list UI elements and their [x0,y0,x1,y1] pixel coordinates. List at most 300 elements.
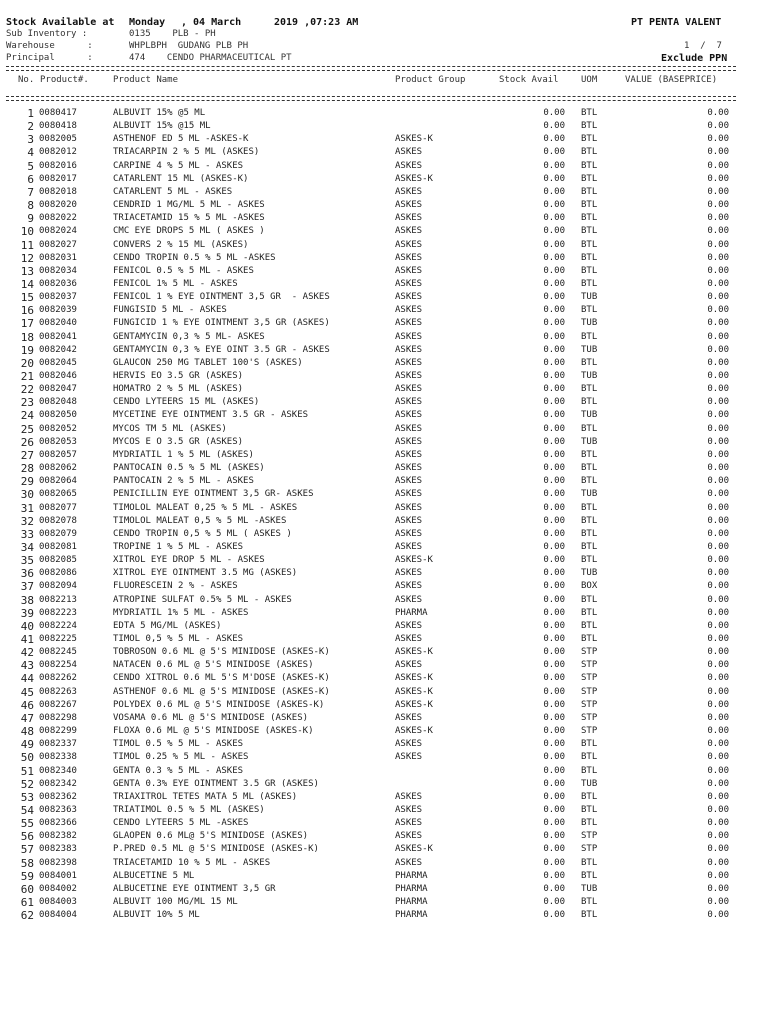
product-number: 0082018 [39,186,77,197]
row-number: 8 [27,199,34,213]
row-number: 57 [20,843,34,857]
uom: BTL [581,634,598,644]
table-row [0,253,768,266]
product-group: ASKES [395,476,423,487]
stock-avail: 0.00 [543,436,565,447]
product-name: POLYDEX 0.6 ML @ 5'S MINIDOSE (ASKES-K) [113,699,325,710]
uom: BTL [581,213,598,224]
product-name: FUNGICID 1 % EYE OINTMENT 3,5 GR (ASKES) [113,318,330,329]
product-name: MYCETINE EYE OINTMENT 3.5 GR - ASKES [113,410,309,421]
row-number: 49 [20,738,34,752]
product-group: ASKES-K [395,647,433,658]
uom: BTL [581,423,598,434]
uom: BTL [581,121,598,132]
value-baseprice: 0.00 [707,121,729,132]
product-number: 0082020 [39,200,77,211]
stock-avail: 0.00 [543,265,565,276]
uom: BTL [581,804,598,815]
table-row [0,305,768,318]
uom: BTL [581,331,598,342]
value-baseprice: 0.00 [707,371,729,381]
value-baseprice: 0.00 [707,173,729,184]
row-number: 56 [20,830,34,844]
value-baseprice: 0.00 [707,292,729,303]
col-header-value: VALUE (BASEPRICE) [625,75,718,85]
uom: TUB [581,489,598,500]
table-row [0,134,768,147]
uom: TUB [581,778,598,789]
product-number: 0082079 [39,528,77,539]
product-name: FLOXA 0.6 ML @ 5'S MINIDOSE (ASKES-K) [113,726,314,737]
product-name: CENDO LYTEERS 15 ML (ASKES) [113,397,260,408]
product-number: 0084002 [39,883,77,894]
table-row [0,424,768,437]
product-group: ASKES-K [395,673,433,684]
uom: BTL [581,818,598,829]
value-baseprice: 0.00 [707,344,729,355]
stock-avail: 0.00 [543,239,565,250]
value-baseprice: 0.00 [707,331,729,342]
row-number: 37 [20,580,34,594]
stock-avail: 0.00 [543,186,565,197]
value-baseprice: 0.00 [707,384,729,395]
row-number: 21 [20,370,34,383]
product-name: GENTAMYCIN 0,3 % EYE OINT 3.5 GR - ASKES [113,344,330,355]
stock-avail: 0.00 [543,108,565,118]
uom: BTL [581,857,598,868]
product-number: 0082262 [39,673,77,684]
row-number: 40 [20,619,34,633]
product-name: TRIACARPIN 2 % 5 ML (ASKES) [113,147,260,158]
col-header-product-name: Product Name [113,75,179,85]
product-group: ASKES [395,449,423,460]
stock-avail: 0.00 [543,857,565,868]
row-number: 13 [20,264,34,278]
page-indicator: 1 / 7 [684,41,722,51]
product-name: PANTOCAIN 0.5 % 5 ML (ASKES) [113,463,265,474]
table-row [0,687,768,700]
stock-avail: 0.00 [543,568,565,579]
row-number: 42 [20,646,34,660]
product-number: 0082362 [39,791,77,802]
value-baseprice: 0.00 [707,134,729,145]
row-number: 14 [20,277,34,291]
table-row [0,621,768,634]
product-group: ASKES [395,594,423,605]
stock-avail: 0.00 [543,160,565,171]
stock-avail: 0.00 [543,634,565,644]
row-number: 27 [20,448,34,462]
uom: STP [581,686,598,697]
product-name: CMC EYE DROPS 5 ML ( ASKES ) [113,226,265,237]
product-group: ASKES [395,147,423,158]
table-row [0,437,768,450]
table-row [0,700,768,713]
product-number: 0082383 [39,844,77,855]
stock-avail: 0.00 [543,647,565,658]
exclude-ppn-note: Exclude PPN [661,53,728,64]
warehouse-value: WHPLBPH GUDANG PLB PH [129,41,249,51]
product-group: ASKES [395,752,423,763]
stock-avail: 0.00 [543,712,565,723]
uom: BTL [581,555,598,566]
product-number: 0080417 [39,108,77,118]
row-number: 53 [20,790,34,804]
col-header-stock-avail: Stock Avail [499,75,559,85]
row-number: 29 [20,475,34,489]
product-number: 0082382 [39,831,77,842]
product-group: ASKES-K [395,173,433,184]
product-name: FENICOL 1% 5 ML - ASKES [113,278,238,289]
product-number: 0082065 [39,489,77,500]
product-number: 0082298 [39,712,77,723]
row-number: 32 [20,514,34,528]
product-name: TRIATIMOL 0.5 % 5 ML (ASKES) [113,804,265,815]
product-name: EDTA 5 MG/ML (ASKES) [113,620,222,631]
product-group: ASKES [395,252,423,263]
row-number: 22 [20,383,34,397]
product-name: HOMATRO 2 % 5 ML (ASKES) [113,384,244,395]
product-group: ASKES [395,857,423,868]
principal-label: Principal : [6,53,93,63]
product-number: 0082338 [39,752,77,763]
product-number: 0082037 [39,292,77,303]
product-group: ASKES [395,831,423,842]
product-number: 0082057 [39,449,77,460]
product-name: CATARLENT 5 ML - ASKES [113,186,233,197]
row-number: 58 [20,856,34,870]
uom: TUB [581,292,598,303]
value-baseprice: 0.00 [707,647,729,658]
product-group: ASKES-K [395,134,433,145]
stock-avail: 0.00 [543,423,565,434]
value-baseprice: 0.00 [707,726,729,737]
row-number: 18 [20,330,34,344]
product-group: ASKES [395,804,423,815]
uom: BTL [581,897,598,907]
value-baseprice: 0.00 [707,357,729,368]
uom: BTL [581,541,598,552]
value-baseprice: 0.00 [707,581,729,592]
stock-avail: 0.00 [543,528,565,539]
product-number: 0082342 [39,778,77,789]
product-group: ASKES [395,278,423,289]
product-name: MYDRIATIL 1% 5 ML - ASKES [113,607,249,618]
product-number: 0082034 [39,265,77,276]
row-number: 11 [20,238,34,252]
stock-avail: 0.00 [543,344,565,355]
stock-avail: 0.00 [543,883,565,894]
product-name: ASTHENOF 0.6 ML @ 5'S MINIDOSE (ASKES-K) [113,686,330,697]
uom: TUB [581,436,598,447]
row-number: 6 [27,172,34,186]
sub-inventory-value: 0135 PLB - PH [129,29,216,39]
stock-avail: 0.00 [543,410,565,421]
stock-avail: 0.00 [543,305,565,316]
row-number: 39 [20,606,34,620]
stock-avail: 0.00 [543,607,565,618]
table-row [0,634,768,647]
row-number: 33 [20,527,34,541]
stock-avail: 0.00 [543,870,565,881]
table-row [0,673,768,686]
product-group: ASKES-K [395,844,433,855]
table-row [0,345,768,358]
product-name: GENTAMYCIN 0,3 % 5 ML- ASKES [113,331,265,342]
product-name: TIMOL 0,5 % 5 ML - ASKES [113,634,244,644]
uom: BTL [581,147,598,158]
table-row [0,121,768,134]
product-group: ASKES [395,384,423,395]
table-row [0,161,768,174]
uom: BTL [581,870,598,881]
value-baseprice: 0.00 [707,778,729,789]
value-baseprice: 0.00 [707,831,729,842]
product-number: 0082299 [39,726,77,737]
stock-avail: 0.00 [543,844,565,855]
value-baseprice: 0.00 [707,449,729,460]
product-group: ASKES [395,292,423,303]
value-baseprice: 0.00 [707,502,729,513]
header-divider [6,66,736,71]
product-number: 0082254 [39,660,77,671]
product-group: ASKES [395,371,423,381]
product-name: ALBUVIT 15% @15 ML [113,121,211,132]
product-number: 0082340 [39,765,77,776]
product-number: 0082045 [39,357,77,368]
stock-avail: 0.00 [543,594,565,605]
uom: STP [581,673,598,684]
value-baseprice: 0.00 [707,200,729,211]
product-name: MYDRIATIL 1 % 5 ML (ASKES) [113,449,254,460]
value-baseprice: 0.00 [707,752,729,763]
value-baseprice: 0.00 [707,555,729,566]
product-group: ASKES [395,791,423,802]
stock-avail: 0.00 [543,818,565,829]
stock-avail: 0.00 [543,318,565,329]
product-name: CENDO XITROL 0.6 ML 5'S M'DOSE (ASKES-K) [113,673,330,684]
stock-avail: 0.00 [543,476,565,487]
product-number: 0082094 [39,581,77,592]
value-baseprice: 0.00 [707,568,729,579]
product-group: PHARMA [395,883,428,894]
uom: TUB [581,568,598,579]
table-row [0,792,768,805]
table-row [0,910,768,923]
uom: BTL [581,752,598,763]
stock-avail: 0.00 [543,147,565,158]
product-number: 0082064 [39,476,77,487]
table-row [0,410,768,423]
uom: BTL [581,739,598,750]
product-number: 0082086 [39,568,77,579]
table-row [0,831,768,844]
product-group: PHARMA [395,607,428,618]
product-name: TRIACETAMID 10 % 5 ML - ASKES [113,857,271,868]
uom: BTL [581,186,598,197]
uom: BTL [581,200,598,211]
product-number: 0082223 [39,607,77,618]
table-row [0,371,768,384]
product-group: ASKES [395,200,423,211]
row-number: 44 [20,672,34,686]
row-number: 36 [20,567,34,581]
value-baseprice: 0.00 [707,265,729,276]
product-number: 0082085 [39,555,77,566]
uom: BTL [581,160,598,171]
table-row [0,555,768,568]
product-number: 0082398 [39,857,77,868]
product-name: FENICOL 1 % EYE OINTMENT 3,5 GR - ASKES [113,292,330,303]
value-baseprice: 0.00 [707,226,729,237]
stock-avail: 0.00 [543,555,565,566]
table-row [0,897,768,910]
product-name: ASTHENOF ED 5 ML -ASKES-K [113,134,249,145]
value-baseprice: 0.00 [707,186,729,197]
table-row [0,384,768,397]
uom: BTL [581,278,598,289]
product-group: ASKES [395,436,423,447]
table-row [0,463,768,476]
product-name: TIMOL 0.5 % 5 ML - ASKES [113,739,244,750]
value-baseprice: 0.00 [707,489,729,500]
value-baseprice: 0.00 [707,883,729,894]
product-name: CATARLENT 15 ML (ASKES-K) [113,173,249,184]
stock-avail: 0.00 [543,173,565,184]
uom: BTL [581,305,598,316]
row-number: 60 [20,882,34,896]
uom: BTL [581,620,598,631]
uom: BTL [581,357,598,368]
table-row [0,279,768,292]
stock-avail: 0.00 [543,134,565,145]
product-number: 0082263 [39,686,77,697]
table-row [0,147,768,160]
product-group: ASKES [395,213,423,224]
product-name: CENDO TROPIN 0,5 % 5 ML ( ASKES ) [113,528,292,539]
product-group: ASKES [395,410,423,421]
product-name: FENICOL 0.5 % 5 ML - ASKES [113,265,254,276]
product-name: TIMOL 0.25 % 5 ML - ASKES [113,752,249,763]
uom: BTL [581,252,598,263]
uom: BTL [581,476,598,487]
sub-inventory-label: Sub Inventory : [6,29,88,39]
product-group: ASKES [395,463,423,474]
value-baseprice: 0.00 [707,463,729,474]
product-number: 0082062 [39,463,77,474]
row-number: 47 [20,711,34,725]
product-group: ASKES [395,515,423,526]
stock-avail: 0.00 [543,200,565,211]
value-baseprice: 0.00 [707,541,729,552]
table-row [0,779,768,792]
product-name: ALBUVIT 100 MG/ML 15 ML [113,897,238,907]
product-name: VOSAMA 0.6 ML @ 5'S MINIDOSE (ASKES) [113,712,309,723]
uom: BTL [581,449,598,460]
stock-avail: 0.00 [543,660,565,671]
row-number: 23 [20,396,34,410]
product-group: ASKES [395,397,423,408]
row-number: 7 [27,185,34,199]
uom: TUB [581,318,598,329]
product-group: ASKES [395,712,423,723]
table-row [0,713,768,726]
table-row [0,844,768,857]
table-row [0,397,768,410]
product-number: 0082024 [39,226,77,237]
stock-avail: 0.00 [543,541,565,552]
product-name: FLUORESCEIN 2 % - ASKES [113,581,238,592]
table-row [0,595,768,608]
row-number: 41 [20,633,34,646]
product-group: ASKES [395,502,423,513]
product-group: ASKES [395,528,423,539]
table-row [0,581,768,594]
value-baseprice: 0.00 [707,634,729,644]
uom: BTL [581,463,598,474]
stock-avail: 0.00 [543,213,565,224]
product-number: 0082005 [39,134,77,145]
table-row [0,766,768,779]
stock-avail: 0.00 [543,449,565,460]
product-group: PHARMA [395,910,428,921]
uom: TUB [581,371,598,381]
product-group: ASKES [395,357,423,368]
row-number: 61 [20,896,34,909]
stock-avail: 0.00 [543,699,565,710]
stock-avail: 0.00 [543,463,565,474]
stock-avail: 0.00 [543,331,565,342]
product-group: ASKES [395,423,423,434]
stock-avail: 0.00 [543,686,565,697]
row-number: 2 [27,120,34,134]
table-row [0,739,768,752]
table-row [0,292,768,305]
table-row [0,358,768,371]
report-year-time: 2019 ,07:23 AM [274,17,359,28]
value-baseprice: 0.00 [707,686,729,697]
product-number: 0082012 [39,147,77,158]
value-baseprice: 0.00 [707,699,729,710]
row-number: 45 [20,685,34,699]
row-number: 10 [20,225,34,239]
product-number: 0082017 [39,173,77,184]
table-row [0,529,768,542]
product-name: TRIACETAMID 15 % 5 ML -ASKES [113,213,265,224]
col-header-product-no: Product#. [40,75,89,85]
col-header-product-group: Product Group [395,75,466,85]
uom: BTL [581,765,598,776]
row-number: 34 [20,540,34,554]
row-number: 9 [27,212,34,226]
product-group: ASKES [395,305,423,316]
row-number: 16 [20,304,34,318]
value-baseprice: 0.00 [707,278,729,289]
value-baseprice: 0.00 [707,712,729,723]
col-header-uom: UOM [581,75,598,85]
uom: BTL [581,384,598,395]
product-name: MYCOS E O 3.5 GR (ASKES) [113,436,244,447]
product-number: 0082041 [39,331,77,342]
row-number: 28 [20,462,34,476]
table-row [0,884,768,897]
stock-available-label: Stock Available at [6,17,115,28]
uom: BTL [581,173,598,184]
warehouse-label: Warehouse : [6,41,93,51]
table-row [0,608,768,621]
product-number: 0082078 [39,515,77,526]
row-number: 46 [20,698,34,712]
